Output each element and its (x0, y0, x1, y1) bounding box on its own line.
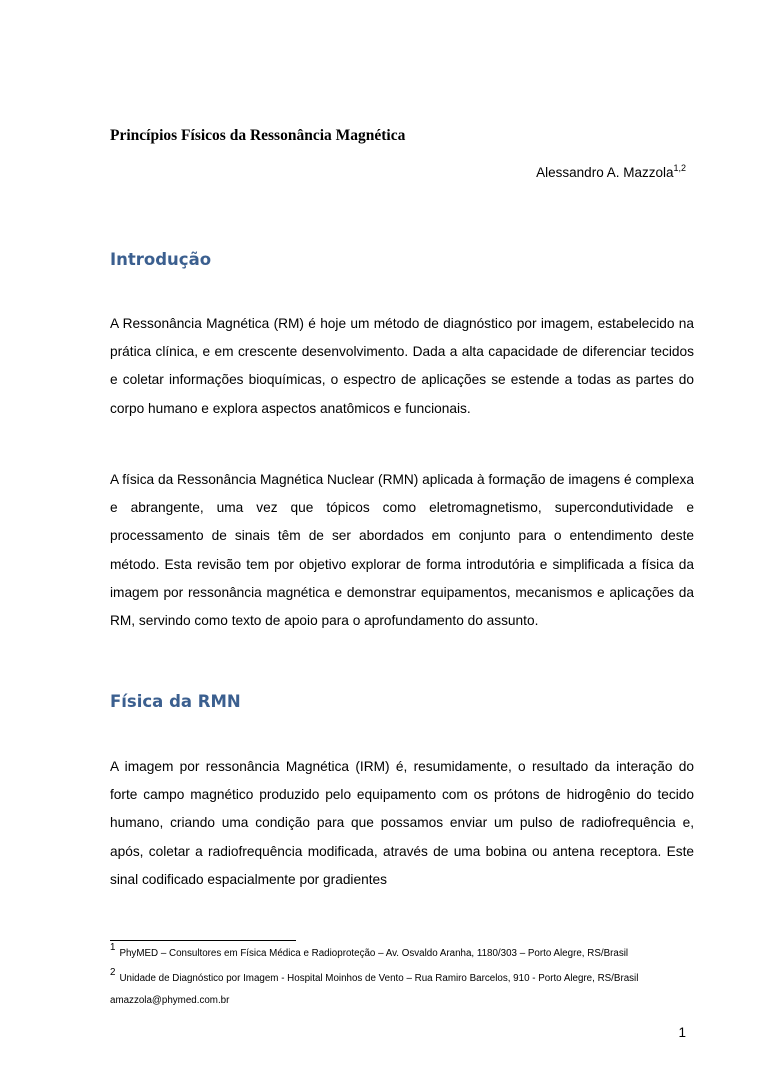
footnote-marker: 1 (110, 942, 116, 953)
author-affiliation-refs: 1,2 (673, 163, 686, 173)
footnote-text: PhyMED – Consultores em Física Médica e Radioproteção – Av. Osvaldo Aranha, 1180/303 – Porto Alegre, RS/Brasil (119, 948, 629, 959)
author-name: Alessandro A. Mazzola (536, 165, 674, 180)
document-title: Princípios Físicos da Ressonância Magnética (110, 127, 406, 144)
footnote-1 (110, 942, 694, 961)
footnote-email: amazzola@phymed.com.br (110, 995, 230, 1006)
footnote-2 (110, 967, 694, 986)
paragraph-introducao-2: A física da Ressonância Magnética Nuclear (RMN) aplicada à formação de imagens é complexa e abrangente, uma vez que tópicos como eletromagnetismo, supercondutividade e processamento de sinais têm de ser abordados em conjunto para o entendimento deste método. Esta revisão tem por objetivo explorar de forma introdutória e simplificada a física da imagem por ressonância magnética e demonstrar equipamentos, mecanismos e aplicações da RM, servindo como texto de apoio para o aprofundamento do assunto. (110, 472, 694, 629)
paragraph-introducao-1: A Ressonância Magnética (RM) é hoje um método de diagnóstico por imagem, estabelecido na prática clínica, e em crescente desenvolvimento. Dada a alta capacidade de diferenciar tecidos e coletar informações bioquímicas, o espectro de aplicações se estende a todas as partes do corpo humano e explora aspectos anatômicos e funcionais. (110, 316, 694, 416)
footnote-marker: 2 (110, 967, 116, 978)
footnote-separator (110, 940, 296, 941)
section-heading-fisica-rmn: Física da RMN (110, 692, 241, 711)
page-number: 1 (678, 1025, 686, 1040)
paragraph-fisica-rmn-1: A imagem por ressonância Magnética (IRM) é, resumidamente, o resultado da interação do forte campo magnético produzido pelo equipamento com os prótons de hidrogênio do tecido humano, criando uma condição para que possamos enviar um pulso de radiofrequência e, após, coletar a radiofrequência modificada, através de uma bobina ou antena receptora. Este sinal codificado espacialmente por gradientes (110, 759, 694, 887)
section-heading-introducao: Introdução (110, 250, 212, 269)
footnote-text: Unidade de Diagnóstico por Imagem - Hospital Moinhos de Vento – Rua Ramiro Barcelos, 910 - Porto Alegre, RS/Brasil (119, 973, 639, 984)
author-line (536, 165, 686, 180)
